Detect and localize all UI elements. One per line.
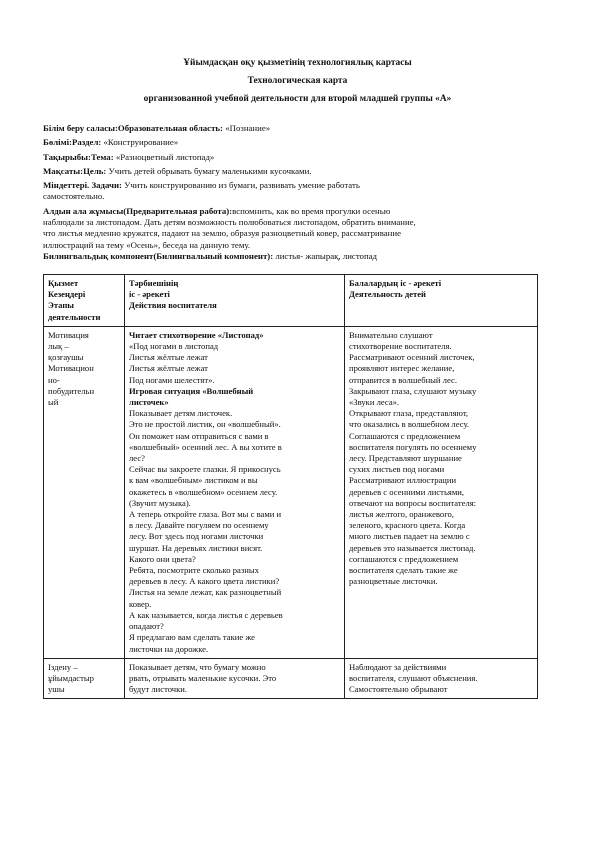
children-text-line: воспитателя, слушают объяснения.	[349, 672, 478, 683]
section-label: Бөлімі:Раздел:	[43, 137, 102, 148]
teacher-text-line: Показывает детям листочек.	[129, 408, 233, 419]
teacher-cell	[125, 658, 345, 699]
prelim-line-3: что листья медленно кружатся, падают на землю, образуя разноцветный ковер, рассматривание	[43, 228, 401, 239]
children-text-line: Открывают глаза, представляют,	[349, 408, 469, 419]
teacher-text-line: окажетесь в «волшебном» осеннем лесу.	[129, 486, 278, 497]
lesson-plan-table	[43, 274, 538, 699]
poem-line: Под ногами шелестят».	[129, 374, 215, 385]
header-text: Этапы	[48, 300, 74, 311]
children-text-line: разноцветные листочки.	[349, 576, 438, 587]
teacher-text-line: рвать, отрывать маленькие кусочки. Это	[129, 672, 277, 683]
goal-label: Мақсаты:Цель:	[43, 165, 107, 176]
prelim-line-2: наблюдали за листопадом. Дать детям возможность полюбоваться листопадом, обратить внимание,	[43, 217, 416, 228]
teacher-text-line: к вам «волшебным» листиком и вы	[129, 475, 258, 486]
stage-label-line: қозғаушы	[48, 352, 84, 363]
header-text: Тәрбиешінің	[129, 278, 179, 288]
children-text-line: листья желтого, оранжевого,	[349, 509, 454, 520]
teacher-text-line: лес?	[129, 453, 145, 464]
tasks-value: Учить конструированию из бумаги, развивать умение работать	[121, 180, 360, 191]
header-text: деятельности	[48, 311, 101, 322]
stage-label-line: ушы	[48, 684, 65, 695]
stage-label-line: ый	[48, 397, 59, 408]
teacher-cell	[125, 326, 345, 658]
children-text-line: стихотворение воспитателя.	[349, 341, 452, 352]
section-line	[43, 137, 513, 148]
bilingual-line	[43, 251, 513, 262]
teacher-text-line: Ребята, посмотрите сколько разных	[129, 565, 259, 576]
bilingual-label: Билингвальдық компонент(Билингвальный компонент):	[43, 250, 274, 261]
header-text: Действия воспитателя	[129, 300, 217, 311]
stage-label-line: Мотивация	[48, 329, 89, 340]
teacher-text-line: в лесу. Давайте погуляем по осеннему	[129, 520, 269, 531]
header-text: Қызмет	[48, 278, 79, 288]
teacher-text-line: опадают?	[129, 621, 164, 632]
teacher-text-line: Какого они цвета?	[129, 553, 196, 564]
tasks-line-2: самостоятельно.	[43, 191, 105, 202]
bilingual-value: листья- жапырақ, листопад	[273, 250, 378, 261]
teacher-text-line: лесу. Вот здесь под ногами листочки	[129, 531, 264, 542]
goal-line	[43, 166, 513, 177]
children-text-line: Самостоятельно обрывают	[349, 684, 448, 695]
table-row-motivation	[44, 326, 538, 658]
prelim-line-4: иллюстраций на тему «Осень», беседа на данную тему.	[43, 239, 251, 250]
children-text-line: Закрывают глаза, слушают музыку	[349, 385, 477, 396]
stage-label-line: побудительн	[48, 385, 95, 396]
children-cell	[345, 326, 538, 658]
game-situation-heading	[129, 386, 340, 408]
table-header-row	[44, 275, 538, 327]
children-text-line: воспитателя сделать такие же	[349, 565, 458, 576]
children-text-line: что оказались в волшебном лесу.	[349, 419, 470, 430]
topic-value: «Разноцветный листопад»	[113, 151, 215, 162]
teacher-text-line: Это не простой листик, он «волшебный».	[129, 419, 281, 430]
children-text-line: Внимательно слушают	[349, 329, 433, 340]
topic-line	[43, 152, 513, 163]
header-text: Кезеңдері	[48, 289, 86, 300]
children-text-line: Рассматривают иллюстрации	[349, 475, 457, 486]
stage-label-line: но-	[48, 374, 60, 385]
poem-line: «Под ногами в листопад	[129, 341, 219, 352]
children-text-line: деревьев это называется листопад.	[349, 542, 476, 553]
title-russian: Технологическая карта	[247, 76, 348, 86]
teacher-text-line: Сейчас вы закроете глазки. Я прикоснусь	[129, 464, 281, 475]
teacher-text-line: Он поможет нам отправиться с вами в	[129, 430, 269, 441]
game-situation-line: Игровая ситуация «Волшебный	[129, 385, 254, 396]
header-text: Деятельность детей	[349, 289, 427, 300]
teacher-text-line: (Звучит музыка).	[129, 497, 191, 508]
children-text-line: лесу. Представляют шуршание	[349, 453, 462, 464]
game-situation-line: листочек»	[129, 397, 169, 408]
header-text: іс - әрекеті	[129, 289, 170, 300]
children-text-line: «Звуки леса».	[349, 397, 400, 408]
stage-cell	[44, 658, 125, 699]
area-label: Білім беру саласы:Образовательная область:	[43, 123, 223, 133]
table-row-search	[44, 658, 538, 699]
teacher-text-line: листочки на дорожке.	[129, 643, 209, 654]
children-text-line: соглашаются с предложением	[349, 553, 459, 564]
prelim-line	[43, 206, 513, 217]
poem-line: Листья жёлтые лежат	[129, 352, 208, 363]
stage-cell	[44, 326, 125, 658]
teacher-text-line: А как называется, когда листья с деревьев	[129, 609, 283, 620]
tasks-line	[43, 180, 513, 191]
stage-label-line: ұйымдастыр	[48, 672, 94, 683]
teacher-text-line: Листья на земле лежат, как разноцветный	[129, 587, 282, 598]
poem-block	[129, 341, 340, 386]
stage-label-line: лық –	[48, 341, 69, 352]
area-line	[43, 123, 513, 134]
children-text-line: сухих листьев под ногами	[349, 464, 445, 475]
children-text-line: деревьев с осенними листьями,	[349, 486, 465, 497]
title-kazakh: Ұйымдасқан оқу қызметінің технологиялық картасы	[183, 58, 412, 68]
teacher-text-line: ковер.	[129, 598, 152, 609]
stage-label-line: Іздену –	[48, 661, 78, 672]
goal-value: Учить детей обрывать бумагу маленькими кусочками.	[106, 165, 312, 176]
header-text: Балалардың іс - әрекеті	[349, 278, 442, 288]
teacher-text-block	[129, 408, 340, 654]
header-teacher	[125, 275, 345, 327]
stage-label-line: Мотивацион	[48, 363, 94, 374]
lesson-meta	[43, 123, 513, 262]
children-text-line: зеленого, красного цвета. Когда	[349, 520, 466, 531]
teacher-text-line: Я предлагаю вам сделать такие же	[129, 632, 255, 643]
poem-line: Листья жёлтые лежат	[129, 363, 208, 374]
children-text-line: отправится в волшебный лес.	[349, 374, 457, 385]
teacher-text-line: А теперь откройте глаза. Вот мы с вами и	[129, 509, 282, 520]
teacher-text-line: будут листочки.	[129, 684, 188, 695]
subtitle-group: организованной учебной деятельности для второй младшей группы «А»	[143, 94, 452, 104]
tasks-label: Міндеттері. Задачи:	[43, 180, 122, 191]
teacher-text-line: «волшебный» осенний лес. А вы хотите в	[129, 441, 282, 452]
children-text-line: много листьев падает на землю с	[349, 531, 470, 542]
children-text-line: Соглашаются с предложением	[349, 430, 461, 441]
teacher-text-line: шуршат. На деревьях листики висят.	[129, 542, 263, 553]
area-value: «Познание»	[223, 123, 271, 133]
header-stage	[44, 275, 125, 327]
prelim-label: Алдын ала жұмысы(Предварительная работа):	[43, 205, 233, 216]
section-value: «Конструирование»	[101, 137, 179, 148]
teacher-text-line: деревьев в лесу. А какого цвета листики?	[129, 576, 280, 587]
children-text-line: отвечают на вопросы воспитателя:	[349, 497, 477, 508]
header-children	[345, 275, 538, 327]
children-text-line: проявляют интерес желание,	[349, 363, 455, 374]
topic-label: Тақырыбы:Тема:	[43, 151, 114, 162]
children-cell	[345, 658, 538, 699]
children-text-line: воспитателя погулять по осеннему	[349, 441, 477, 452]
children-text-line: Рассматривают осенний листочек,	[349, 352, 475, 363]
prelim-value: вспомнить, как во время прогулки осенью	[232, 205, 391, 216]
teacher-activity-heading: Читает стихотворение «Листопад»	[129, 329, 264, 340]
children-text-line: Наблюдают за действиями	[349, 661, 447, 672]
teacher-text-line: Показывает детям, что бумагу можно	[129, 661, 266, 672]
